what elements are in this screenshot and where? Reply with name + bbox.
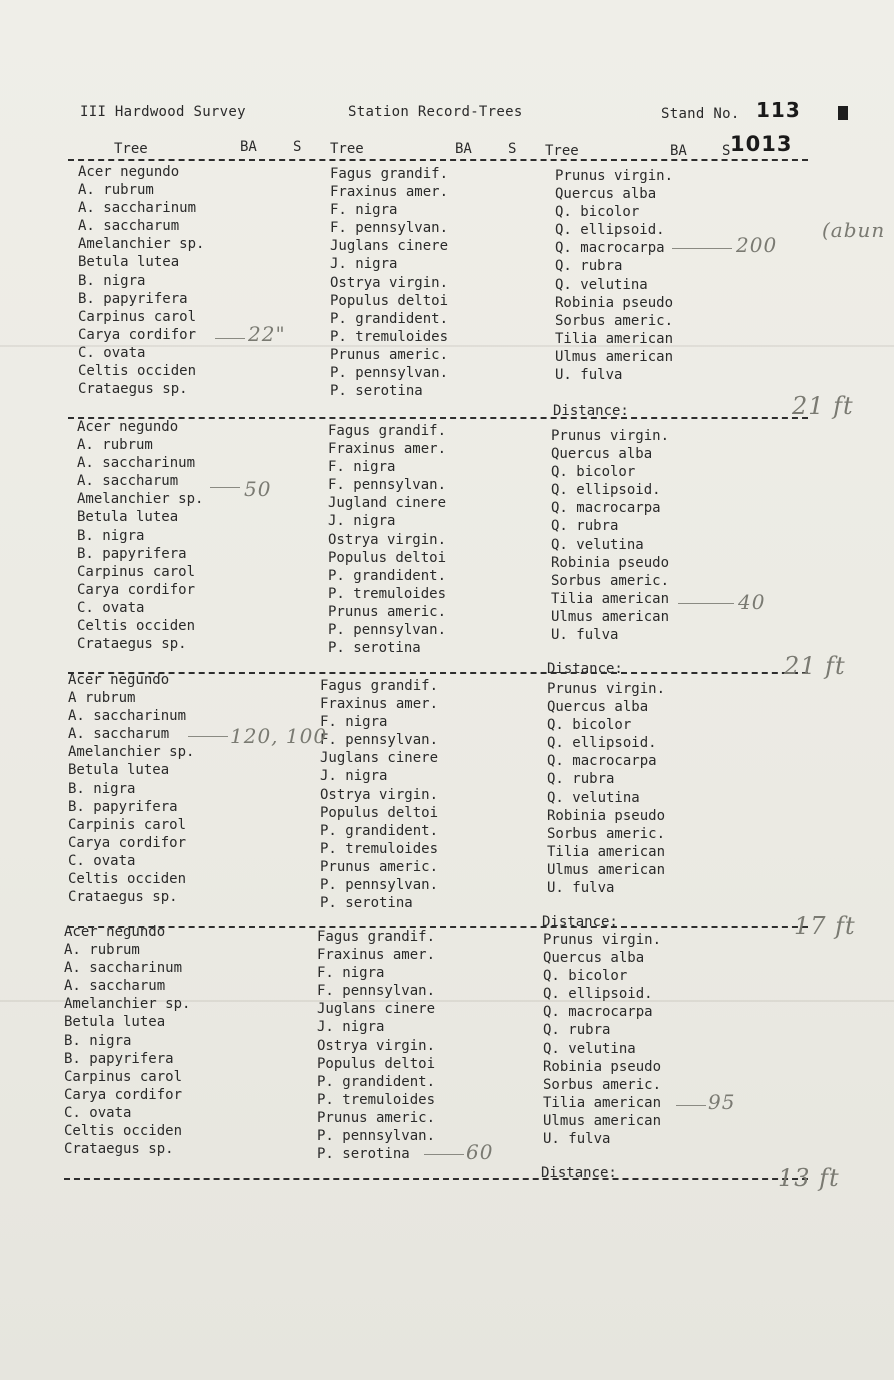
tree-entry: Quercus alba	[551, 446, 653, 463]
tree-entry: Tilia american	[547, 843, 666, 860]
tree-entry: Prunus americ.	[328, 603, 447, 620]
tree-entry: B. papyrifera	[68, 798, 178, 815]
tree-entry: Fraxinus amer.	[317, 947, 436, 964]
tree-entry: Prunus virgin.	[547, 681, 666, 697]
station-4-col-1	[64, 923, 274, 1158]
tree-entry: B. nigra	[68, 780, 136, 797]
distance-label: Distance:	[547, 661, 623, 677]
tree-entry: Amelanchier sp.	[64, 996, 191, 1013]
tree-entry: U. fulva	[551, 627, 619, 644]
tree-entry: P. pennsylvan.	[320, 877, 439, 894]
tree-entry: B. papyrifera	[78, 290, 188, 307]
tree-entry: Carpinus carol	[78, 308, 197, 325]
tree-entry: Celtis occiden	[64, 1123, 183, 1140]
tree-entry: Q. macrocarpa	[551, 500, 661, 517]
col2-ba-header: BA	[455, 141, 472, 157]
station-3-col-1	[68, 671, 278, 906]
tree-entry: P. tremuloides	[317, 1091, 436, 1108]
tree-entry: Betula lutea	[64, 1014, 166, 1031]
tree-entry: Amelanchier sp.	[78, 236, 205, 253]
tree-entry: Celtis occiden	[68, 871, 187, 888]
station-separator	[64, 1178, 808, 1180]
tree-entry: F. nigra	[320, 714, 388, 731]
tree-entry: P. tremuloides	[330, 328, 449, 345]
tree-entry: Populus deltoi	[320, 804, 439, 821]
tree-entry: F. nigra	[317, 965, 385, 982]
pencil-line	[188, 736, 228, 737]
col3-tree-header: Tree	[545, 143, 579, 159]
pencil-line	[210, 487, 240, 488]
col1-tree-header: Tree	[114, 141, 148, 157]
pencil-line	[678, 603, 734, 604]
tree-entry: A. rubrum	[64, 942, 140, 959]
station-4-col-2	[317, 928, 527, 1163]
tree-entry: Quercus alba	[543, 950, 645, 967]
tree-entry: Fagus grandif.	[330, 166, 449, 182]
tree-entry: C. ovata	[78, 344, 146, 361]
tree-entry: B. papyrifera	[77, 545, 187, 562]
tree-entry: Robinia pseudo	[547, 807, 666, 824]
tree-entry: P. grandident.	[330, 310, 449, 327]
tree-entry: Crataegus sp.	[64, 1141, 174, 1158]
handwritten-ba-note: 40	[738, 590, 766, 614]
handwritten-ba-note: 50	[244, 477, 272, 501]
distance-label: Distance:	[553, 403, 629, 419]
tree-entry: P. grandident.	[317, 1073, 436, 1090]
tree-entry: F. pennsylvan.	[320, 732, 439, 749]
tree-entry: Robinia pseudo	[551, 554, 670, 571]
tree-entry: Carya cordifor	[77, 581, 196, 598]
tree-entry: Prunus americ.	[320, 858, 439, 875]
tree-entry: Prunus virgin.	[543, 932, 662, 948]
tree-entry: Juglans cinere	[330, 238, 449, 255]
station-2-col-2	[328, 422, 538, 657]
tree-entry: Prunus americ.	[317, 1109, 436, 1126]
col2-tree-header: Tree	[330, 141, 364, 157]
tree-entry: Amelanchier sp.	[68, 744, 195, 761]
tree-entry: J. nigra	[317, 1019, 385, 1036]
handwritten-margin-note: (abun	[822, 218, 886, 242]
tree-entry: P. serotina	[317, 1146, 410, 1163]
tree-entry: Fraxinus amer.	[328, 441, 447, 458]
tree-entry: A. saccharinum	[78, 200, 197, 217]
tree-entry: A. saccharinum	[77, 455, 196, 472]
tree-entry: Q. rubra	[555, 258, 623, 275]
tree-entry: J. nigra	[330, 256, 398, 273]
sheet-number: 1013	[730, 132, 793, 156]
tree-entry: A. saccharinum	[68, 708, 187, 725]
tree-entry: Q. bicolor	[551, 464, 636, 481]
tree-entry: A. rubrum	[78, 182, 154, 199]
tree-entry: Acer negundo	[68, 672, 170, 688]
tree-entry: Q. velutina	[555, 276, 648, 293]
tree-entry: B. nigra	[64, 1032, 132, 1049]
tree-entry: Sorbus americ.	[555, 312, 674, 329]
tree-entry: U. fulva	[555, 367, 623, 384]
tree-entry: P. serotina	[328, 640, 421, 657]
tree-entry: Q. rubra	[543, 1022, 611, 1039]
tree-entry: Q. bicolor	[555, 204, 640, 221]
col3-ba-header: BA	[670, 143, 687, 159]
tree-entry: Q. ellipsoid.	[555, 222, 665, 239]
tree-entry: J. nigra	[320, 768, 388, 785]
tree-entry: Ulmus american	[543, 1112, 662, 1129]
tree-entry: P. pennsylvan.	[317, 1128, 436, 1145]
col2-s-header: S	[508, 141, 517, 157]
handwritten-ba-note: 120, 100	[230, 724, 328, 748]
tree-entry: Q. rubra	[551, 518, 619, 535]
tree-entry: Tilia american	[555, 330, 674, 347]
distance-label: Distance:	[541, 1165, 617, 1181]
tree-entry: A. saccharum	[77, 473, 179, 490]
tree-entry: Carpinus carol	[64, 1068, 183, 1085]
tree-entry: Quercus alba	[547, 699, 649, 716]
tree-entry: Ostrya virgin.	[320, 786, 439, 803]
tree-entry: B. papyrifera	[64, 1050, 174, 1067]
tree-entry: Q. ellipsoid.	[543, 986, 653, 1003]
tree-entry: Ostrya virgin.	[330, 274, 449, 291]
station-2-col-3	[551, 427, 761, 644]
tree-entry: F. pennsylvan.	[328, 477, 447, 494]
tree-entry: F. pennsylvan.	[330, 220, 449, 237]
station-1-col-2	[330, 165, 540, 400]
tree-entry: Q. ellipsoid.	[547, 735, 657, 752]
tree-entry: F. nigra	[330, 202, 398, 219]
tree-entry: P. grandident.	[320, 822, 439, 839]
tree-entry: Ostrya virgin.	[328, 531, 447, 548]
tree-entry: Q. macrocarpa	[543, 1004, 653, 1021]
survey-section-title: III Hardwood Survey	[80, 104, 246, 120]
tree-entry: P. tremuloides	[328, 585, 447, 602]
col1-ba-header: BA	[240, 139, 257, 155]
station-3-col-2	[320, 677, 530, 912]
tree-entry: Betula lutea	[77, 509, 179, 526]
tree-entry: Tilia american	[551, 590, 670, 607]
tree-entry: U. fulva	[543, 1131, 611, 1148]
pencil-line	[424, 1154, 464, 1155]
tree-entry: Acer negundo	[64, 924, 166, 940]
tree-entry: Amelanchier sp.	[77, 491, 204, 508]
tree-entry: P. tremuloides	[320, 840, 439, 857]
stand-label: Stand No.	[661, 106, 740, 122]
station-2-col-1	[77, 418, 287, 653]
header-separator	[68, 159, 808, 161]
tree-entry: U. fulva	[547, 880, 615, 897]
tree-entry: Ulmus american	[547, 861, 666, 878]
tree-entry: Fagus grandif.	[328, 423, 447, 439]
tree-entry: A. saccharum	[64, 978, 166, 995]
tree-entry: Juglans cinere	[317, 1001, 436, 1018]
stand-number: 113	[756, 98, 801, 122]
tree-entry: P. serotina	[320, 895, 413, 912]
ink-mark	[838, 106, 848, 120]
tree-entry: Acer negundo	[78, 164, 180, 180]
tree-entry: A. saccharum	[78, 218, 180, 235]
tree-entry: Q. macrocarpa	[547, 753, 657, 770]
tree-entry: F. pennsylvan.	[317, 983, 436, 1000]
tree-entry: B. nigra	[78, 272, 146, 289]
tree-entry: C. ovata	[77, 599, 145, 616]
tree-entry: Prunus virgin.	[551, 428, 670, 444]
tree-entry: Sorbus americ.	[543, 1076, 662, 1093]
tree-entry: Jugland cinere	[328, 495, 447, 512]
station-4-col-3	[543, 931, 753, 1148]
station-1-col-3	[555, 167, 765, 384]
tree-entry: Celtis occiden	[77, 618, 196, 635]
tree-entry: C. ovata	[64, 1104, 132, 1121]
tree-entry: Ulmus american	[555, 348, 674, 365]
tree-entry: Q. velutina	[543, 1040, 636, 1057]
tree-entry: A. saccharum	[68, 726, 170, 743]
tree-entry: P. pennsylvan.	[328, 622, 447, 639]
tree-entry: Celtis occiden	[78, 363, 197, 380]
handwritten-ba-note: 95	[708, 1090, 736, 1114]
tree-entry: Robinia pseudo	[543, 1058, 662, 1075]
tree-entry: Q. velutina	[547, 789, 640, 806]
tree-entry: Ulmus american	[551, 608, 670, 625]
tree-entry: Sorbus americ.	[547, 825, 666, 842]
form-title: Station Record-Trees	[348, 104, 523, 120]
tree-entry: Ostrya virgin.	[317, 1037, 436, 1054]
tree-entry: Fraxinus amer.	[320, 696, 439, 713]
tree-entry: Carya cordifor	[64, 1086, 183, 1103]
tree-entry: C. ovata	[68, 852, 136, 869]
tree-entry: A. saccharinum	[64, 960, 183, 977]
tree-entry: Q. ellipsoid.	[551, 482, 661, 499]
tree-entry: Crataegus sp.	[77, 636, 187, 653]
tree-entry: Q. rubra	[547, 771, 615, 788]
tree-entry: Crataegus sp.	[78, 381, 188, 398]
handwritten-distance: 21 ft	[784, 652, 846, 680]
handwritten-distance: 13 ft	[778, 1164, 840, 1192]
tree-entry: Acer negundo	[77, 419, 179, 435]
handwritten-ba-note: 22"	[248, 322, 286, 346]
tree-entry: F. nigra	[328, 459, 396, 476]
handwritten-distance: 21 ft	[792, 392, 854, 420]
tree-entry: Sorbus americ.	[551, 572, 670, 589]
col3-s-header: S	[722, 143, 731, 159]
tree-entry: Q. bicolor	[543, 968, 628, 985]
tree-entry: Carya cordifor	[68, 834, 187, 851]
tree-entry: Fagus grandif.	[317, 929, 436, 945]
tree-entry: J. nigra	[328, 513, 396, 530]
tree-entry: P. serotina	[330, 383, 423, 400]
tree-entry: Carpinus carol	[77, 563, 196, 580]
tree-entry: Juglans cinere	[320, 750, 439, 767]
tree-entry: P. grandident.	[328, 567, 447, 584]
tree-entry: B. nigra	[77, 527, 145, 544]
tree-entry: Betula lutea	[68, 762, 170, 779]
tree-entry: Populus deltoi	[330, 292, 449, 309]
tree-entry: Tilia american	[543, 1094, 662, 1111]
tree-entry: Q. velutina	[551, 536, 644, 553]
handwritten-ba-note: 200	[736, 233, 778, 257]
tree-entry: Betula lutea	[78, 254, 180, 271]
station-3-col-3	[547, 680, 757, 897]
handwritten-ba-note: 60	[466, 1140, 494, 1164]
tree-entry: Prunus virgin.	[555, 168, 674, 184]
tree-entry: Fagus grandif.	[320, 678, 439, 694]
tree-entry: Populus deltoi	[317, 1055, 436, 1072]
tree-entry: Q. bicolor	[547, 717, 632, 734]
tree-entry: P. pennsylvan.	[330, 365, 449, 382]
tree-entry: Q. macrocarpa	[555, 240, 665, 257]
tree-entry: A. rubrum	[77, 437, 153, 454]
pencil-line	[676, 1105, 706, 1106]
tree-entry: Fraxinus amer.	[330, 184, 449, 201]
handwritten-distance: 17 ft	[794, 912, 856, 940]
tree-entry: Populus deltoi	[328, 549, 447, 566]
pencil-line	[215, 338, 245, 339]
tree-entry: A rubrum	[68, 690, 136, 707]
col1-s-header: S	[293, 139, 302, 155]
pencil-line	[672, 248, 732, 249]
tree-entry: Carpinis carol	[68, 816, 187, 833]
tree-entry: Crataegus sp.	[68, 889, 178, 906]
tree-entry: Quercus alba	[555, 186, 657, 203]
station-1-col-1	[78, 163, 288, 398]
tree-entry: Prunus americ.	[330, 346, 449, 363]
tree-entry: Carya cordifor	[78, 326, 197, 343]
distance-label: Distance:	[542, 914, 618, 930]
tree-entry: Robinia pseudo	[555, 294, 674, 311]
